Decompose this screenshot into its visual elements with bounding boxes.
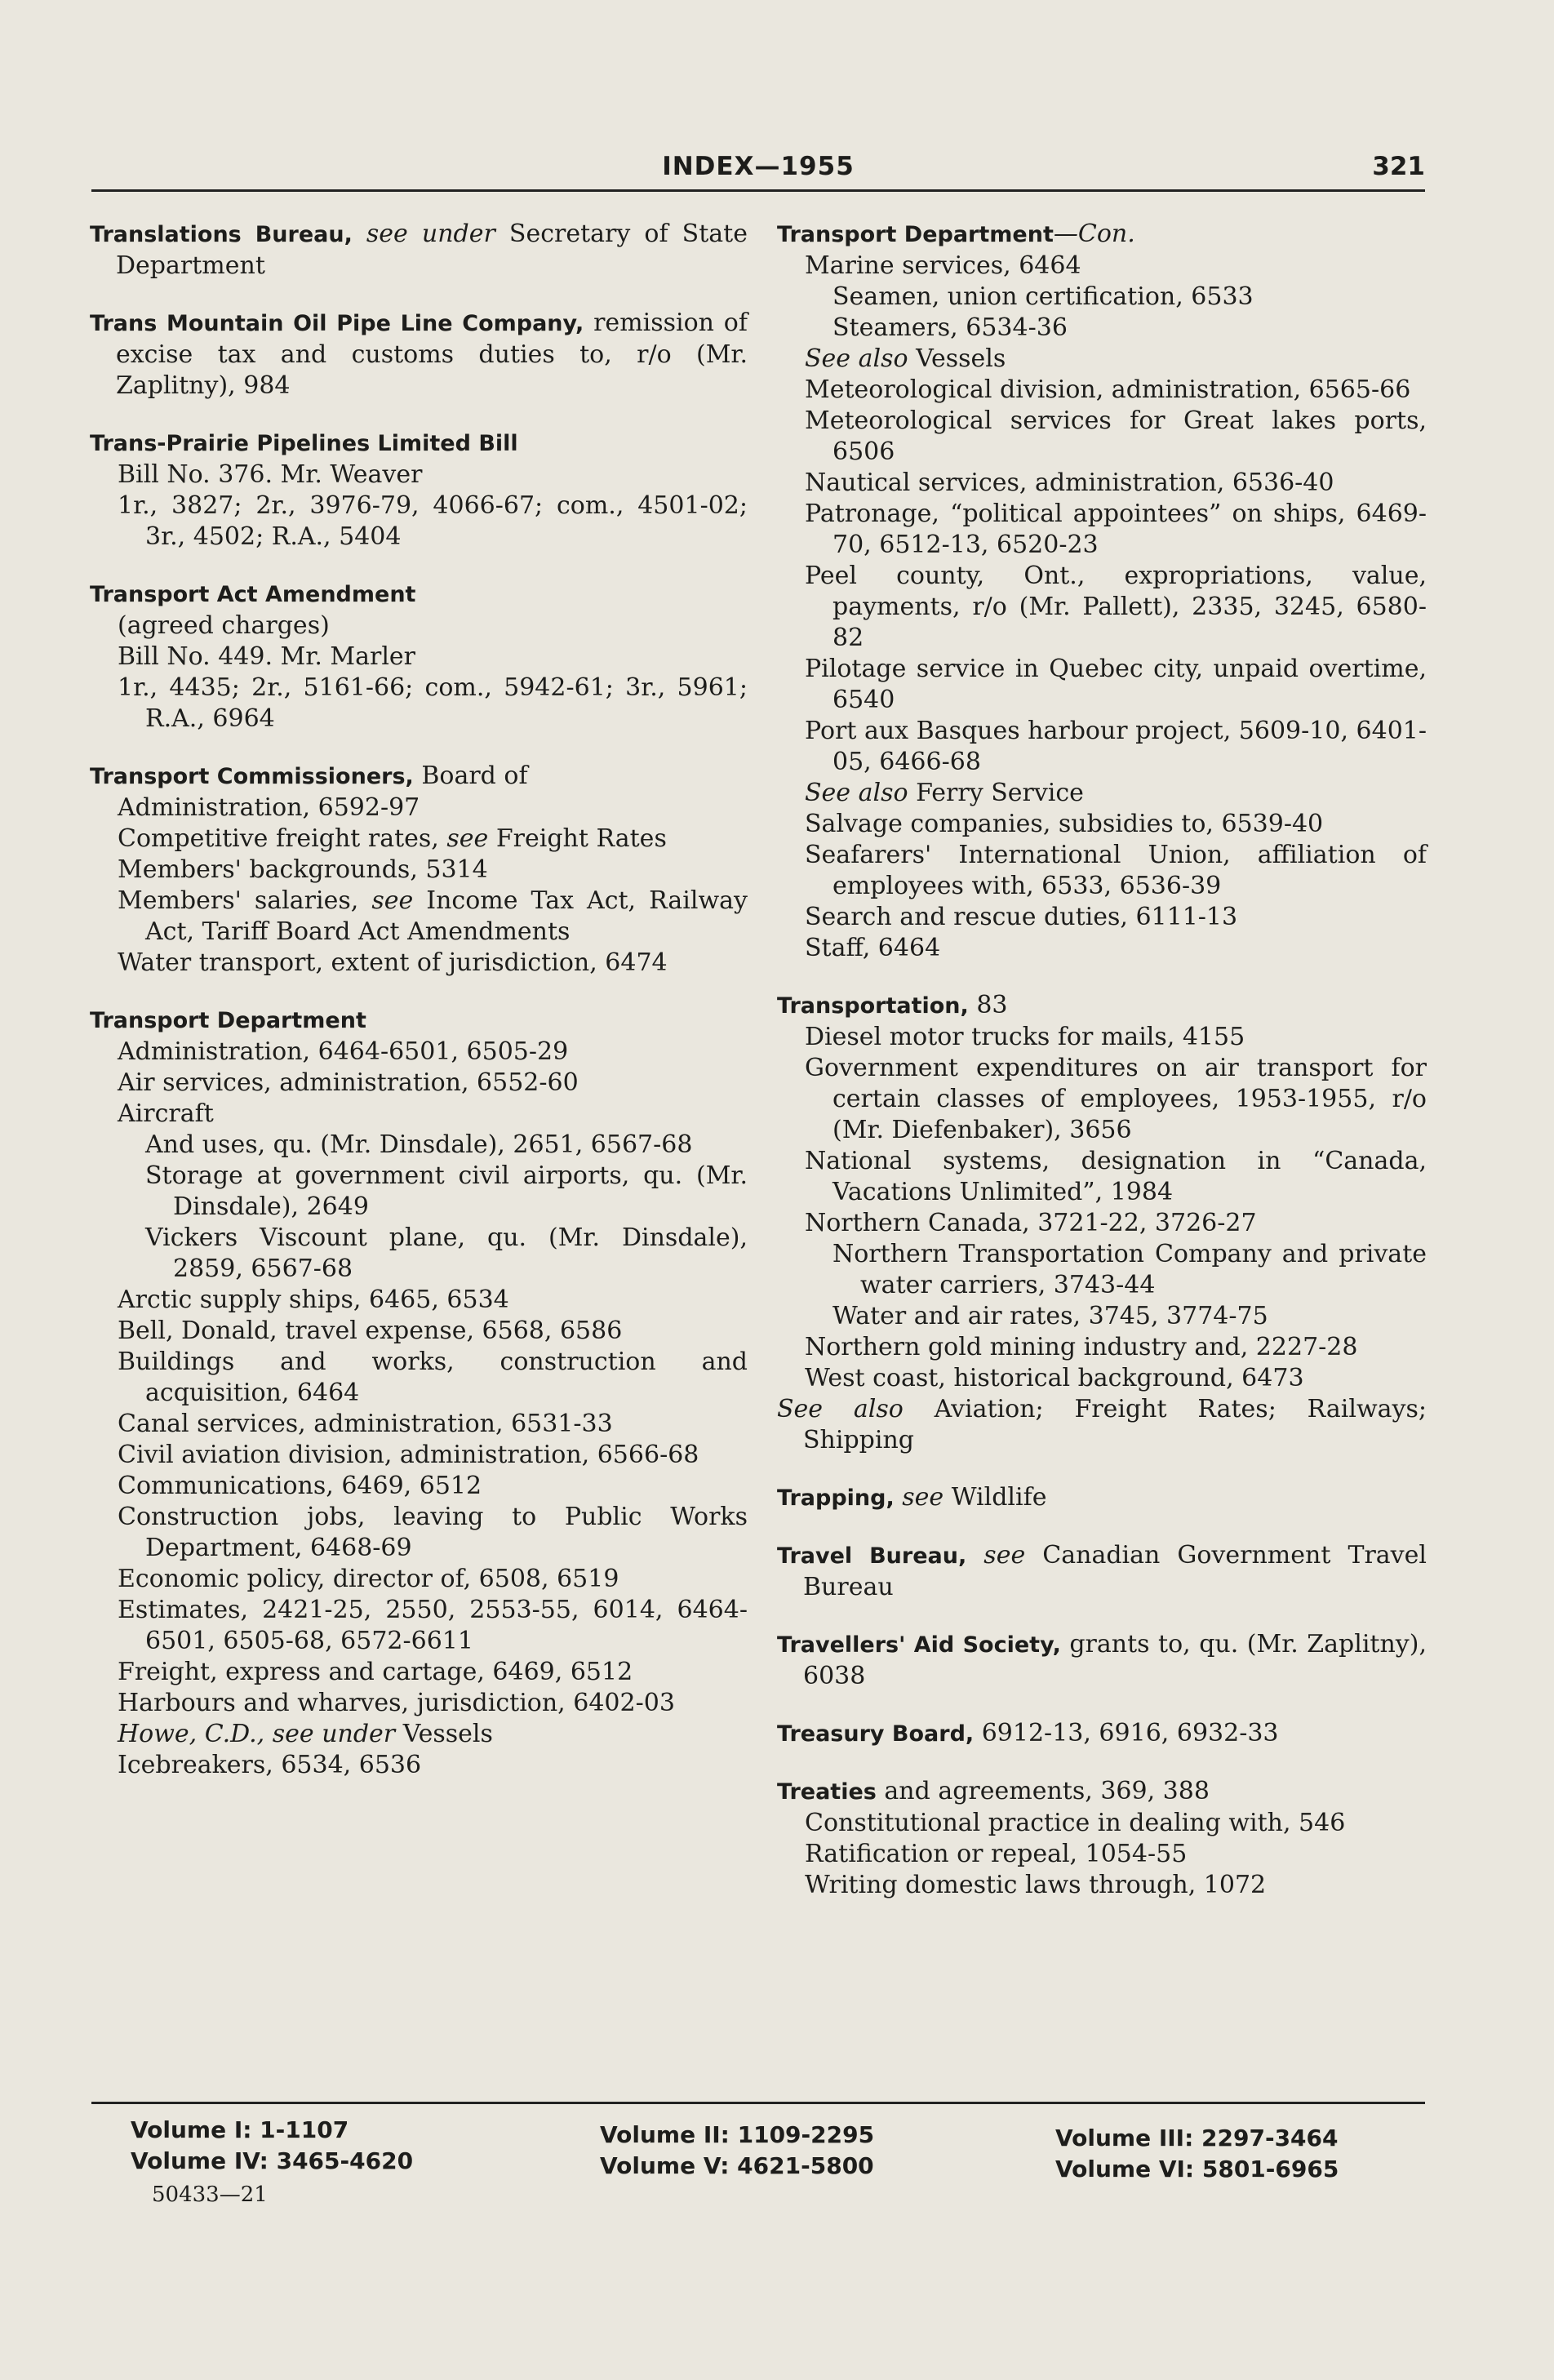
sub-entry: Administration, 6464-6501, 6505-29 [118, 1037, 569, 1066]
sub-entry: Patronage, “political appointees” on ships, 6469-70, 6512-13, 6520-23 [805, 500, 1427, 559]
index-entry [90, 428, 748, 553]
entry-text: Board of [421, 762, 528, 790]
entry-heading: Transportation, [777, 993, 969, 1019]
sub-sub-entry: Steamers, 6534-36 [832, 313, 1068, 342]
continued-marker: —Con. [1053, 220, 1135, 248]
sub-entry: Seafarers' International Union, affiliation of employees with, 6533, 6536-39 [805, 841, 1427, 900]
sub-entry: Howe, C.D., see under Vessels [118, 1720, 493, 1748]
sub-entry: See also Vessels [805, 344, 1006, 373]
entry-heading: Travellers' Aid Society, [777, 1632, 1061, 1658]
sub-entry: Marine services, 6464 [805, 251, 1081, 280]
sub-entry: Administration, 6592-97 [118, 793, 420, 822]
index-entry: Transportation, 83 Diesel motor trucks for mails, 4155 Government expenditures on air transport for certain classes of employees, 1953-1955, r/o (Mr. Diefenbaker), 3656 National systems, designation in “Canada, Vacations Unlimited”, 1984 Northern Canada, 3721-22, 3726-27 Northern Transportation Company and private water carriers, 3743-44 Water and air rates, 3745, 3774-75 Northern gold mining industry and, 2227-28 West coast, historical background, 6473 See also Aviation; Freight Rates; Railways; Shipping [777, 991, 1427, 1454]
sub-entry: Nautical services, administration, 6536-40 [805, 468, 1334, 497]
sub-entry: Writing domestic laws through, 1072 [805, 1871, 1267, 1899]
volume-range: Volume III: 2297-3464 [1055, 2125, 1339, 2151]
sub-sub-entry: Vickers Viscount plane, qu. (Mr. Dinsdale), 2859, 6567-68 [145, 1223, 748, 1283]
entry-heading: Translations Bureau, [90, 222, 353, 247]
see-reference: see [371, 886, 414, 915]
sub-entry: Freight, express and cartage, 6469, 6512 [118, 1658, 633, 1686]
sub-entry: Port aux Basques harbour project, 5609-10, 6401-05, 6466-68 [805, 717, 1427, 776]
entry-heading: Trans Mountain Oil Pipe Line Company, [90, 311, 584, 336]
index-entry: Treasury Board, 6912-13, 6916, 6932-33 [777, 1719, 1279, 1747]
entry-heading: Transport Department [90, 1008, 366, 1033]
bill-number: Bill No. 376. Mr. Weaver [118, 460, 423, 489]
entry-heading: Trans-Prairie Pipelines Limited Bill [90, 431, 518, 456]
left-column [90, 219, 748, 1807]
index-entry: Travel Bureau, see Canadian Government Travel Bureau [777, 1541, 1427, 1601]
sub-entry: See also Ferry Service [805, 779, 1084, 807]
entry-text: remission of excise tax and customs duties to, r/o (Mr. Zaplitny), 984 [116, 309, 748, 400]
volume-range: Volume VI: 5801-6965 [1055, 2156, 1339, 2182]
sub-entry: Buildings and works, construction and acquisition, 6464 [118, 1348, 748, 1407]
bill-readings: 1r., 3827; 2r., 3976-79, 4066-67; com., 4501-02; 3r., 4502; R.A., 5404 [118, 491, 748, 551]
sub-entry: Arctic supply ships, 6465, 6534 [118, 1285, 509, 1314]
sub-entry: Civil aviation division, administration, 6566-68 [118, 1441, 699, 1469]
sub-entry: Northern gold mining industry and, 2227-28 [805, 1333, 1358, 1361]
entry-text: Secretary of State Department [116, 220, 748, 280]
volume-range: Volume IV: 3465-4620 [131, 2147, 414, 2174]
index-entry: Trapping, see Wildlife [777, 1483, 1047, 1512]
entry-heading: Travel Bureau, [777, 1543, 967, 1569]
sub-entry: Economic policy, director of, 6508, 6519 [118, 1565, 619, 1593]
sub-entry: Communications, 6469, 6512 [118, 1472, 482, 1500]
index-entry [90, 219, 748, 282]
sub-entry: Members' backgrounds, 5314 [118, 855, 488, 884]
sub-entry: Construction jobs, leaving to Public Works Department, 6468-69 [118, 1503, 748, 1562]
index-entry: Travellers' Aid Society, grants to, qu. (Mr. Zaplitny), 6038 [777, 1630, 1427, 1690]
entry-heading: Transport Commissioners, [90, 764, 414, 789]
volume-range: Volume I: 1-1107 [131, 2116, 349, 2143]
index-entry [777, 219, 1427, 964]
see-reference: See also [805, 344, 908, 373]
sub-entry: Pilotage service in Quebec city, unpaid overtime, 6540 [805, 655, 1427, 714]
see-reference: see [902, 1483, 944, 1512]
index-entry [90, 761, 748, 979]
sub-entry: Constitutional practice in dealing with, 546 [805, 1809, 1346, 1837]
volume-range: Volume II: 1109-2295 [600, 2121, 875, 2148]
bill-readings: 1r., 4435; 2r., 5161-66; com., 5942-61; 3r., 5961; R.A., 6964 [118, 673, 748, 733]
sub-sub-entry: Seamen, union certification, 6533 [832, 282, 1254, 311]
entry-heading: Treasury Board, [777, 1721, 975, 1747]
sub-entry: Competitive freight rates, see Freight Rates [118, 824, 667, 853]
sub-entry: Aircraft [118, 1099, 214, 1128]
sub-entry: Water transport, extent of jurisdiction, 6474 [118, 948, 668, 977]
see-reference: see [983, 1541, 1026, 1570]
sub-sub-entry: Northern Transportation Company and private water carriers, 3743-44 [832, 1240, 1427, 1299]
see-reference: see [446, 824, 489, 853]
print-code: 50433—21 [152, 2182, 268, 2207]
index-entry [90, 1005, 748, 1781]
right-column [777, 219, 1427, 1927]
index-entry [90, 579, 748, 735]
see-reference: see under [272, 1720, 396, 1748]
footer-rule [91, 2102, 1425, 2104]
see-reference: See also [777, 1395, 904, 1423]
sub-entry: Government expenditures on air transport for certain classes of employees, 1953-1955, r/o (Mr. Diefenbaker), 3656 [805, 1054, 1427, 1144]
sub-entry: West coast, historical background, 6473 [805, 1364, 1304, 1392]
sub-entry: Peel county, Ont., expropriations, value, payments, r/o (Mr. Pallett), 2335, 3245, 6580-82 [805, 562, 1427, 652]
sub-entry: Harbours and wharves, jurisdiction, 6402-03 [118, 1689, 675, 1717]
sub-entry: Members' salaries, see Income Tax Act, Railway Act, Tariff Board Act Amendments [118, 886, 748, 946]
sub-entry: Estimates, 2421-25, 2550, 2553-55, 6014, 6464-6501, 6505-68, 6572-6611 [118, 1596, 748, 1655]
see-also-line: See also Aviation; Freight Rates; Railways; Shipping [777, 1395, 1427, 1454]
sub-entry: Meteorological services for Great lakes ports, 6506 [805, 406, 1427, 466]
entry-heading: Treaties [777, 1779, 877, 1805]
sub-entry: Ratification or repeal, 1054-55 [805, 1840, 1188, 1868]
page-number: 321 [1372, 152, 1425, 181]
entry-heading: Transport Department [777, 222, 1054, 247]
see-reference: see under [366, 220, 495, 248]
sub-entry: Icebreakers, 6534, 6536 [118, 1751, 422, 1779]
index-entry [90, 308, 748, 402]
sub-entry: Meteorological division, administration, 6565-66 [805, 375, 1411, 404]
sub-entry: Search and rescue duties, 6111-13 [805, 903, 1238, 931]
sub-sub-entry: And uses, qu. (Mr. Dinsdale), 2651, 6567-68 [145, 1130, 693, 1159]
entry-heading: Trapping, [777, 1485, 895, 1511]
see-reference: See also [805, 779, 908, 807]
running-header [91, 152, 1425, 189]
sub-entry: Canal services, administration, 6531-33 [118, 1410, 613, 1438]
sub-entry: Staff, 6464 [805, 934, 941, 962]
sub-sub-entry: Water and air rates, 3745, 3774-75 [832, 1302, 1268, 1330]
sub-entry: Diesel motor trucks for mails, 4155 [805, 1023, 1245, 1051]
sub-entry: National systems, designation in “Canada, Vacations Unlimited”, 1984 [805, 1147, 1427, 1206]
sub-entry: Northern Canada, 3721-22, 3726-27 [805, 1209, 1257, 1237]
header-rule [91, 189, 1425, 192]
page-title: INDEX—1955 [662, 152, 855, 181]
index-entry: Treaties and agreements, 369, 388 Constitutional practice in dealing with, 546 Ratification or repeal, 1054-55 Writing domestic laws through, 1072 [777, 1776, 1427, 1901]
volume-range: Volume V: 4621-5800 [600, 2152, 874, 2179]
sub-entry: Salvage companies, subsidies to, 6539-40 [805, 810, 1324, 838]
bill-number: Bill No. 449. Mr. Marler [118, 642, 416, 671]
sub-entry: (agreed charges) [118, 611, 330, 640]
sub-entry: Air services, administration, 6552-60 [118, 1068, 579, 1097]
entry-heading: Transport Act Amendment [90, 582, 416, 607]
sub-sub-entry: Storage at government civil airports, qu. (Mr. Dinsdale), 2649 [145, 1161, 748, 1221]
sub-entry: Bell, Donald, travel expense, 6568, 6586 [118, 1317, 623, 1345]
